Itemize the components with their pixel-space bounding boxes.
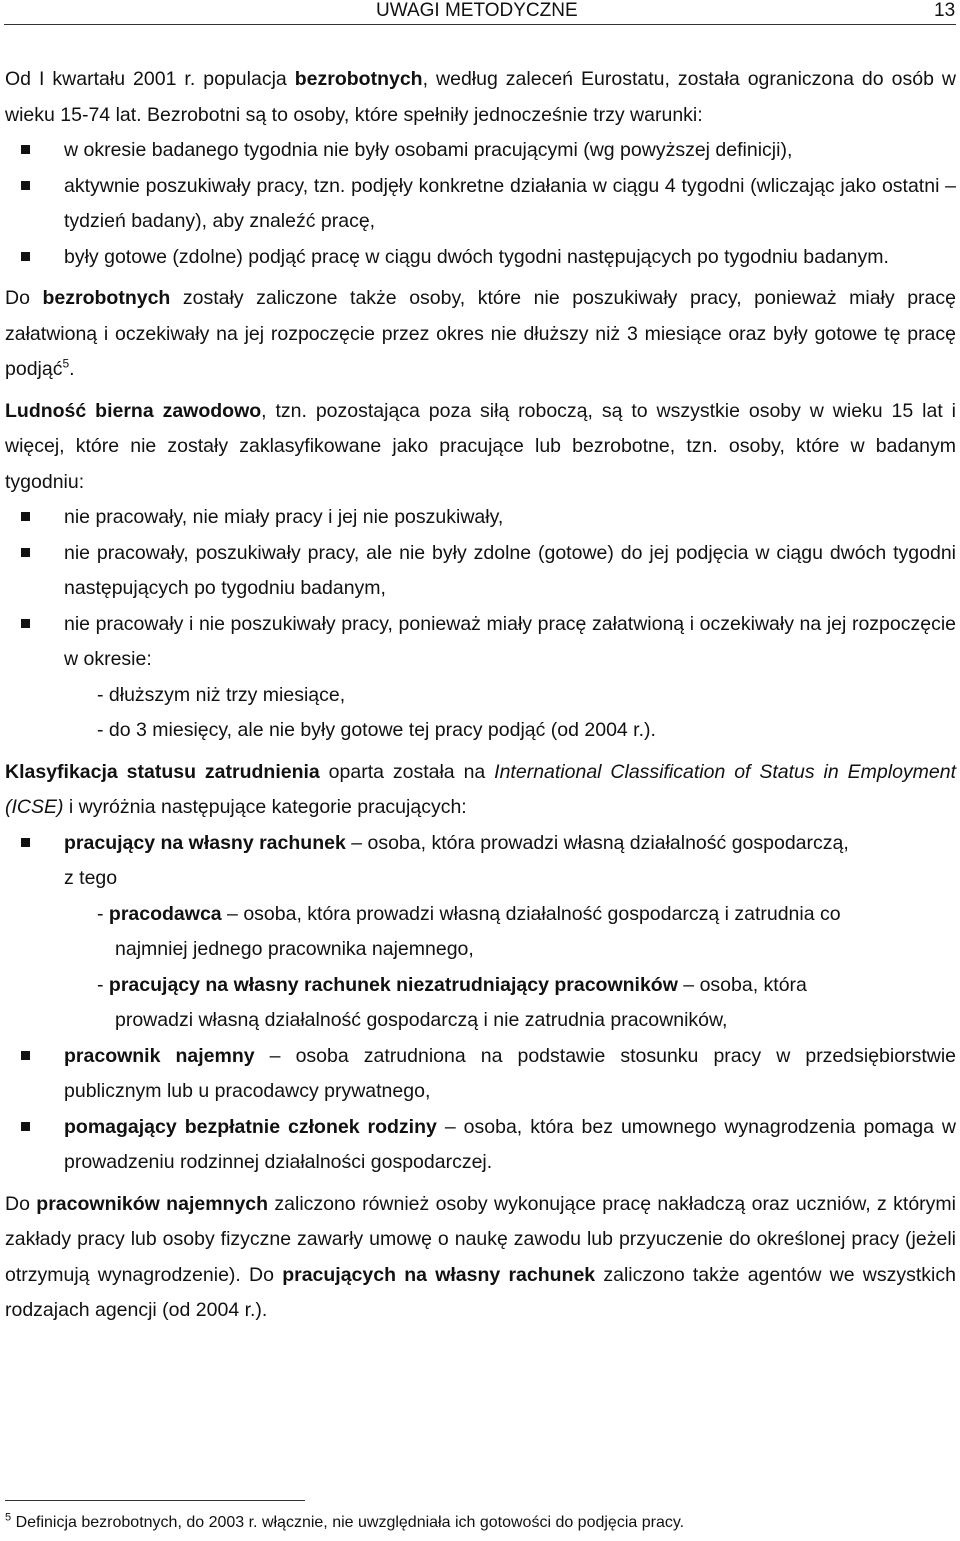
- term: pracujących na własny rachunek: [282, 1263, 596, 1286]
- paragraph-unemployed-definition: [5, 62, 956, 133]
- employment-categories-list-continued: [5, 1039, 956, 1181]
- text: oparta została na: [319, 760, 495, 783]
- page-number: 13: [934, 0, 956, 21]
- subcategory-continuation: prowadzi własną działalność gospodarczą i nie zatrudnia pracowników,: [115, 1009, 728, 1031]
- term: pracownik najemny: [64, 1044, 255, 1067]
- list-item: [5, 826, 956, 862]
- icse-title: International Classification of Status in Employment (ICSE): [5, 760, 957, 818]
- footnote-text: Definicja bezrobotnych, do 2003 r. włącznie, nie uwzględniała ich gotowości do podjęcia pracy.: [11, 1514, 685, 1531]
- text: Do: [5, 287, 43, 309]
- footnote: [5, 1511, 685, 1532]
- header-title: UWAGI METODYCZNE: [376, 0, 578, 21]
- term-klasyfikacja: Klasyfikacja statusu zatrudnienia: [5, 760, 320, 783]
- text: – osoba, która prowadzi własną działalność gospodarczą i zatrudnia co: [221, 902, 841, 925]
- text: -: [97, 902, 109, 925]
- list-item: w okresie badanego tygodnia nie były osobami pracującymi (wg powyższej definicji),: [5, 133, 956, 169]
- term: pracowników najemnych: [36, 1192, 269, 1215]
- term: pomagający bezpłatnie członek rodziny: [64, 1115, 437, 1138]
- subcategory-continuation: najmniej jednego pracownika najemnego,: [115, 938, 474, 960]
- list-item: [5, 607, 956, 678]
- text: , według zaleceń Eurostatu, została ograniczona do osób w wieku 15-74 lat. Bezrobotni są to osoby, które spełniły jednocześnie trzy warunki:: [5, 68, 956, 126]
- text: -: [97, 973, 109, 996]
- text: nie pracowały i nie poszukiwały pracy, ponieważ miały pracę załatwioną i oczekiwały na jej rozpoczęcie w okresie:: [64, 612, 956, 670]
- text: – osoba zatrudniona na podstawie stosunku pracy w przedsiębiorstwie publicznym lub u pracodawcy prywatnego,: [64, 1044, 956, 1102]
- term-bezrobotnych: bezrobotnych: [42, 287, 171, 309]
- list-item: nie pracowały, poszukiwały pracy, ale nie były zdolne (gotowe) do jej podjęcia w ciągu dwóch tygodni następujących po tygodniu badanym,: [5, 536, 956, 607]
- term: pracodawca: [108, 902, 222, 925]
- list-item: [5, 1110, 956, 1181]
- paragraph-employment-status: [5, 755, 956, 826]
- paragraph-unemployed-addition: [5, 281, 956, 388]
- text: Od I kwartału 2001 r. populacja: [5, 68, 295, 90]
- main-content: [5, 62, 956, 1329]
- page-header: [0, 0, 960, 24]
- text: zaliczono również osoby wykonujące pracę nakładczą oraz uczniów, z którymi zakłady pracy lub osoby fizyczne zawarły umowę o naukę zawodu lub przyuczenie do określonej pracy (jeżeli otrzymują wynagrodzenie). Do: [5, 1192, 956, 1286]
- subcategory-employer: [5, 897, 956, 933]
- dash-item: - do 3 miesięcy, ale nie były gotowe tej pracy podjąć (od 2004 r.).: [97, 719, 656, 741]
- paragraph-inactive-population: [5, 394, 956, 501]
- list-item: [5, 1039, 956, 1110]
- list-item: aktywnie poszukiwały pracy, tzn. podjęły konkretne działania w ciągu 4 tygodni (wliczając jako ostatni – tydzień badany), aby znaleźć pracę,: [5, 169, 956, 240]
- list-item: były gotowe (zdolne) podjąć pracę w ciągu dwóch tygodni następujących po tygodniu badanym.: [5, 240, 956, 276]
- text: – osoba, która prowadzi własną działalność gospodarczą,: [345, 831, 849, 854]
- text: – osoba, która bez umownego wynagrodzenia pomaga w prowadzeniu rodzinnej działalności gospodarczej.: [64, 1115, 957, 1173]
- footnote-ref: 5: [62, 356, 70, 371]
- dash-item: - dłuższym niż trzy miesiące,: [97, 683, 346, 706]
- text: zostały zaliczone także osoby, które nie poszukiwały pracy, ponieważ miały pracę załatwioną i oczekiwały na jej rozpoczęcie przez okres nie dłuższy niż 3 miesiące oraz były gotowe tę pracę podjąć: [5, 287, 956, 380]
- inactive-conditions-list: [5, 500, 956, 678]
- text: – osoba, która: [677, 973, 807, 996]
- list-item: nie pracowały, nie miały pracy i jej nie poszukiwały,: [5, 500, 956, 536]
- subcategory-own-account: [5, 968, 956, 1004]
- text: zaliczono także agentów we wszystkich rodzajach agencji (od 2004 r.).: [5, 1263, 956, 1321]
- unemployment-conditions-list: [5, 133, 956, 275]
- term: pracujący na własny rachunek niezatrudniający pracowników: [108, 973, 678, 996]
- employment-categories-list: [5, 826, 956, 862]
- term-ludnosc-bierna: Ludność bierna zawodowo: [5, 399, 262, 422]
- z-tego-label: z tego: [64, 867, 118, 889]
- text: .: [69, 358, 75, 380]
- text: , tzn. pozostająca poza siłą roboczą, są to wszystkie osoby w wieku 15 lat i więcej, które nie zostały zaklasyfikowane jako pracujące lub bezrobotne, tzn. osoby, które w badanym tygodniu:: [5, 399, 956, 493]
- term-bezrobotnych: bezrobotnych: [294, 68, 423, 90]
- footnote-rule: [5, 1500, 305, 1501]
- term: pracujący na własny rachunek: [64, 831, 346, 854]
- text: i wyróżnia następujące kategorie pracujących:: [63, 796, 467, 818]
- footnote-number: 5: [5, 1511, 12, 1524]
- header-rule: [4, 24, 956, 25]
- text: Do: [5, 1192, 37, 1215]
- paragraph-employees-note: [5, 1187, 956, 1329]
